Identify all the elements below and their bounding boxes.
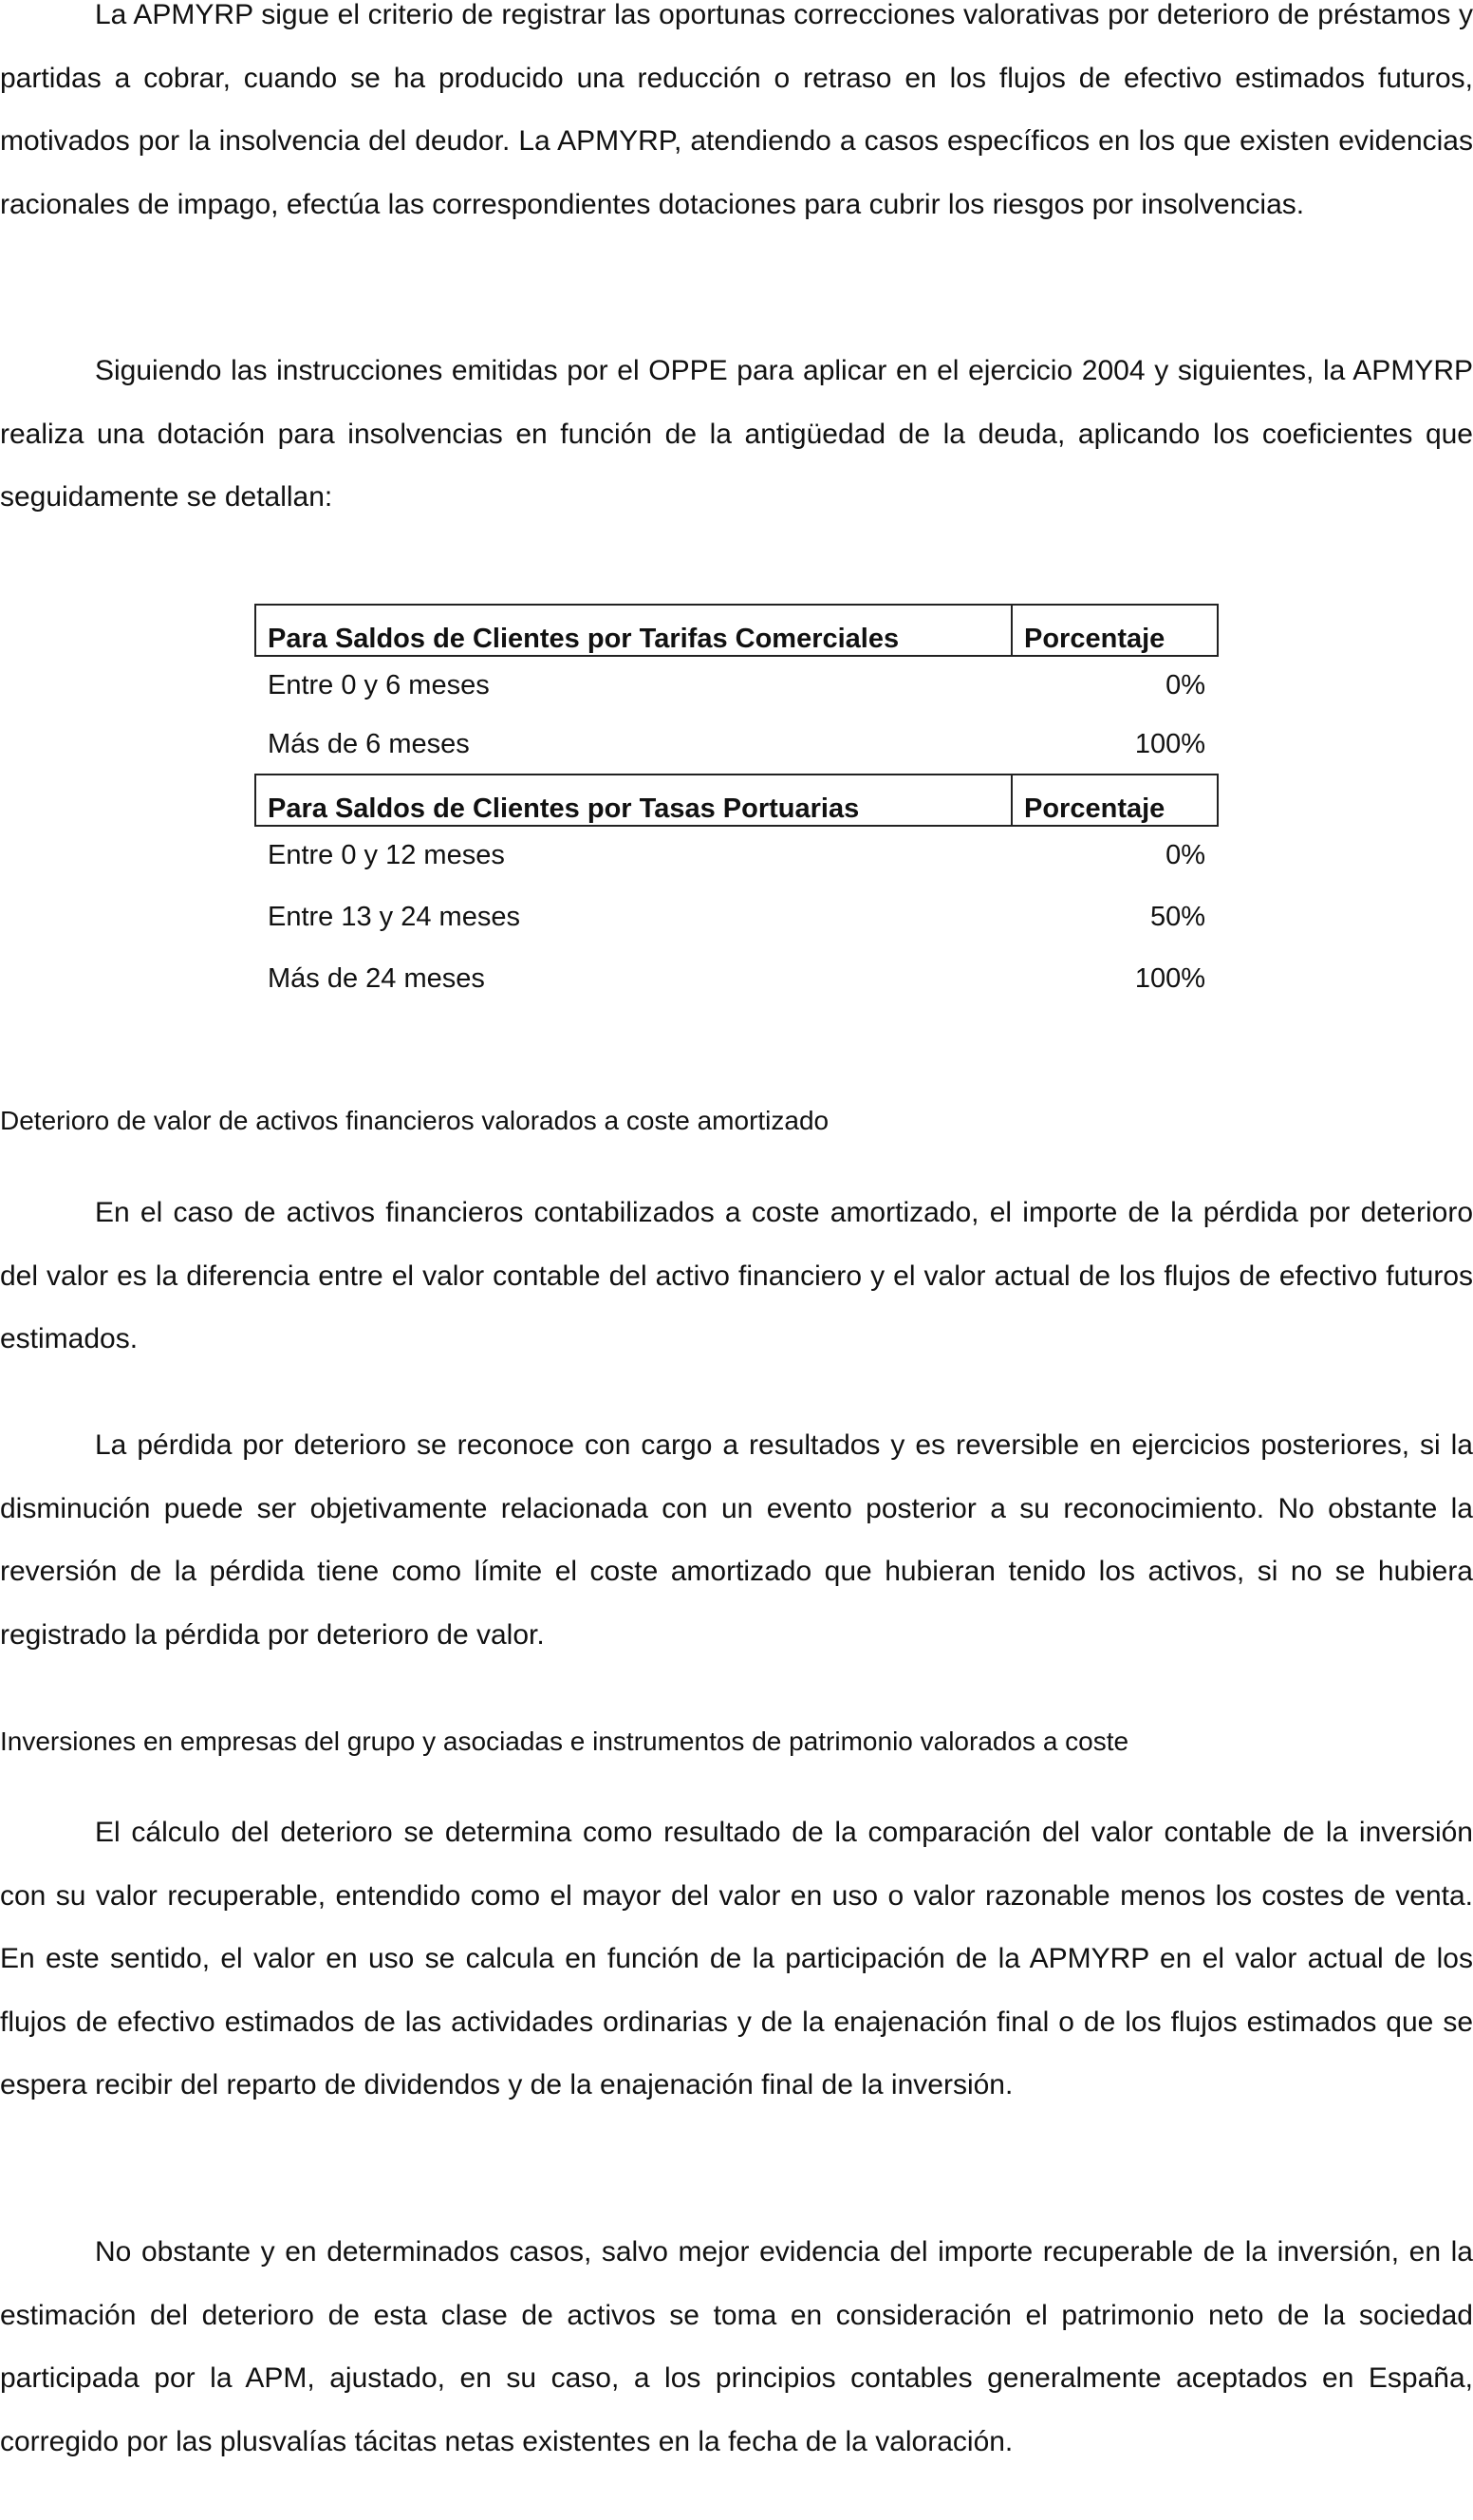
row-label: Entre 0 y 12 meses <box>268 840 505 870</box>
paragraph-net-equity-estimation: No obstante y en determinados casos, salvo mejor evidencia del importe recuperable de la inversión, en la estimación del deterioro de esta clase de activos se toma en consideración el patrimonio neto de la sociedad participada por la APM, ajustado, en su caso, a los principios contables generalmente aceptados en España, corregido por las plusvalías tácitas netas existentes en la fecha de la valoración. <box>0 2236 1473 2457</box>
row-label: Entre 13 y 24 meses <box>268 902 520 932</box>
row-value: 100% <box>1134 963 1205 994</box>
row-label: Entre 0 y 6 meses <box>268 670 490 700</box>
row-value: 100% <box>1134 729 1205 759</box>
section-heading-amortized-cost: Deterioro de valor de activos financieros valorados a coste amortizado <box>0 1106 830 1135</box>
table-row <box>254 716 1219 773</box>
table-header-commercial-tariffs <box>254 604 1219 657</box>
table-header-percentage: Porcentaje <box>1024 793 1165 824</box>
table-header-port-fees <box>254 774 1219 827</box>
paragraph-oppe-instructions: Siguiendo las instrucciones emitidas por el OPPE para aplicar en el ejercicio 2004 y siguientes, la APMYRP realiza una dotación para insolvencias en función de la antigüedad de la deuda, aplicando los coeficientes que seguidamente se detallan: <box>0 355 1473 513</box>
table-row <box>254 888 1219 945</box>
row-label: Más de 6 meses <box>268 729 470 759</box>
row-value: 50% <box>1149 902 1205 932</box>
row-value: 0% <box>1165 670 1205 700</box>
table-header-label: Para Saldos de Clientes por Tarifas Comerciales <box>256 606 1013 655</box>
paragraph-impairment-loans: La APMYRP sigue el criterio de registrar las oportunas correcciones valorativas por deterioro de préstamos y partidas a cobrar, cuando se ha producido una reducción o retraso en los flujos de efectivo estimados futuros, motivados por la insolvencia del deudor. La APMYRP, atendiendo a casos específicos en los que existen evidencias racionales de impago, efectúa las correspondientes dotaciones para cubrir los riesgos por insolvencias. <box>0 0 1473 220</box>
table-header-label: Para Saldos de Clientes por Tasas Portuarias <box>256 775 1013 825</box>
paragraph-impairment-calculation: El cálculo del deterioro se determina como resultado de la comparación del valor contable de la inversión con su valor recuperable, entendido como el mayor del valor en uso o valor razonable menos los costes de venta. En este sentido, el valor en uso se calcula en función de la participación de la APMYRP en el valor actual de los flujos de efectivo estimados de las actividades ordinarias y de la enajenación final o de los flujos estimados que se espera recibir del reparto de dividendos y de la enajenación final de la inversión. <box>0 1817 1473 2101</box>
paragraph-impairment-reversal: La pérdida por deterioro se reconoce con cargo a resultados y es reversible en ejercicios posteriores, si la disminución puede ser objetivamente relacionada con un evento posterior a su reconocimiento. No obstante la reversión de la pérdida tiene como límite el coste amortizado que hubieran tenido los activos, si no se hubiera registrado la pérdida por deterioro de valor. <box>0 1429 1473 1651</box>
section-heading-group-investments: Inversiones en empresas del grupo y asociadas e instrumentos de patrimonio valorados a coste <box>0 1727 1129 1756</box>
paragraph-amortized-cost: En el caso de activos financieros contabilizados a coste amortizado, el importe de la pérdida por deterioro del valor es la diferencia entre el valor contable del activo financiero y el valor actual de los flujos de efectivo futuros estimados. <box>0 1197 1473 1355</box>
table-row <box>254 950 1219 1007</box>
row-label: Más de 24 meses <box>268 963 485 994</box>
row-value: 0% <box>1165 840 1205 870</box>
table-row <box>254 827 1219 884</box>
table-row <box>254 657 1219 714</box>
table-header-percentage: Porcentaje <box>1024 624 1165 654</box>
